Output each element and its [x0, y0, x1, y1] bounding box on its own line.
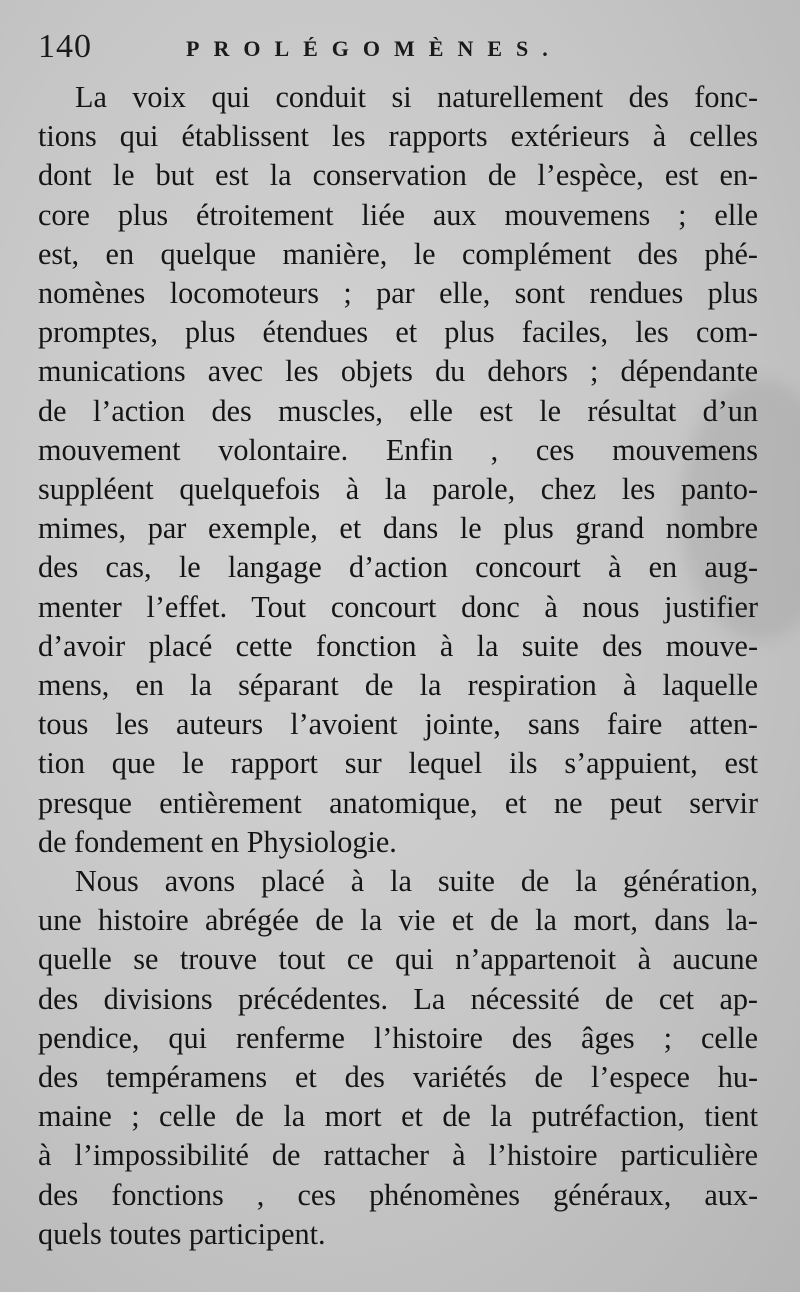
text-line: promptes, plus étendues et plus faciles, les com- — [38, 315, 758, 350]
page-number: 140 — [38, 28, 92, 65]
text-line: d’avoir placé cette fonction à la suite des mouve- — [38, 628, 758, 663]
text-line: des divisions précédentes. La nécessité de cet ap- — [38, 981, 758, 1016]
text-line: La voix qui conduit si naturellement des fonc- — [75, 80, 758, 114]
paragraph-1 — [38, 78, 758, 862]
text-line: quels toutes participent. — [38, 1216, 326, 1251]
text-line: mouvement volontaire. Enfin , ces mouvemens — [38, 432, 758, 467]
text-line: des tempéramens et des variétés de l’espece hu- — [38, 1060, 758, 1095]
page-header — [38, 22, 768, 70]
text-line: munications avec les objets du dehors ; dépendante — [38, 354, 758, 389]
text-line: mimes, par exemple, et dans le plus grand nombre — [38, 511, 758, 546]
text-line: suppléent quelquefois à la parole, chez les panto- — [38, 472, 758, 507]
text-line: de fondement en Physiologie. — [38, 824, 397, 859]
text-line: dont le but est la conservation de l’espèce, est en- — [38, 158, 758, 193]
text-line: tion que le rapport sur lequel ils s’appuient, est — [38, 746, 758, 781]
text-line: nomènes locomoteurs ; par elle, sont rendues plus — [38, 276, 758, 311]
paragraph-2 — [38, 862, 758, 1254]
text-line: une histoire abrégée de la vie et de la mort, dans la- — [38, 903, 758, 938]
text-line: de l’action des muscles, elle est le résultat d’un — [38, 393, 758, 428]
text-line: mens, en la séparant de la respiration à laquelle — [38, 668, 758, 703]
text-line: Nous avons placé à la suite de la génération, — [75, 864, 758, 899]
text-line: des fonctions , ces phénomènes généraux, aux- — [38, 1177, 758, 1212]
text-line: tions qui établissent les rapports extérieurs à celles — [38, 119, 758, 154]
text-line: pendice, qui renferme l’histoire des âges ; celle — [38, 1020, 758, 1055]
body-text — [38, 78, 758, 1254]
running-title: PROLÉGOMÈNES. — [186, 36, 562, 61]
text-line: menter l’effet. Tout concourt donc à nous justifier — [38, 589, 758, 624]
text-line: est, en quelque manière, le complément des phé- — [38, 236, 758, 271]
text-line: à l’impossibilité de rattacher à l’histoire particulière — [38, 1138, 758, 1173]
text-line: maine ; celle de la mort et de la putréfaction, tient — [38, 1099, 758, 1134]
text-line: quelle se trouve tout ce qui n’appartenoit à aucune — [38, 942, 758, 977]
text-line: core plus étroitement liée aux mouvemens ; elle — [38, 197, 758, 232]
text-line: presque entièrement anatomique, et ne peut servir — [38, 785, 758, 820]
text-line: des cas, le langage d’action concourt à en aug- — [38, 550, 758, 585]
text-line: tous les auteurs l’avoient jointe, sans faire atten- — [38, 707, 758, 742]
